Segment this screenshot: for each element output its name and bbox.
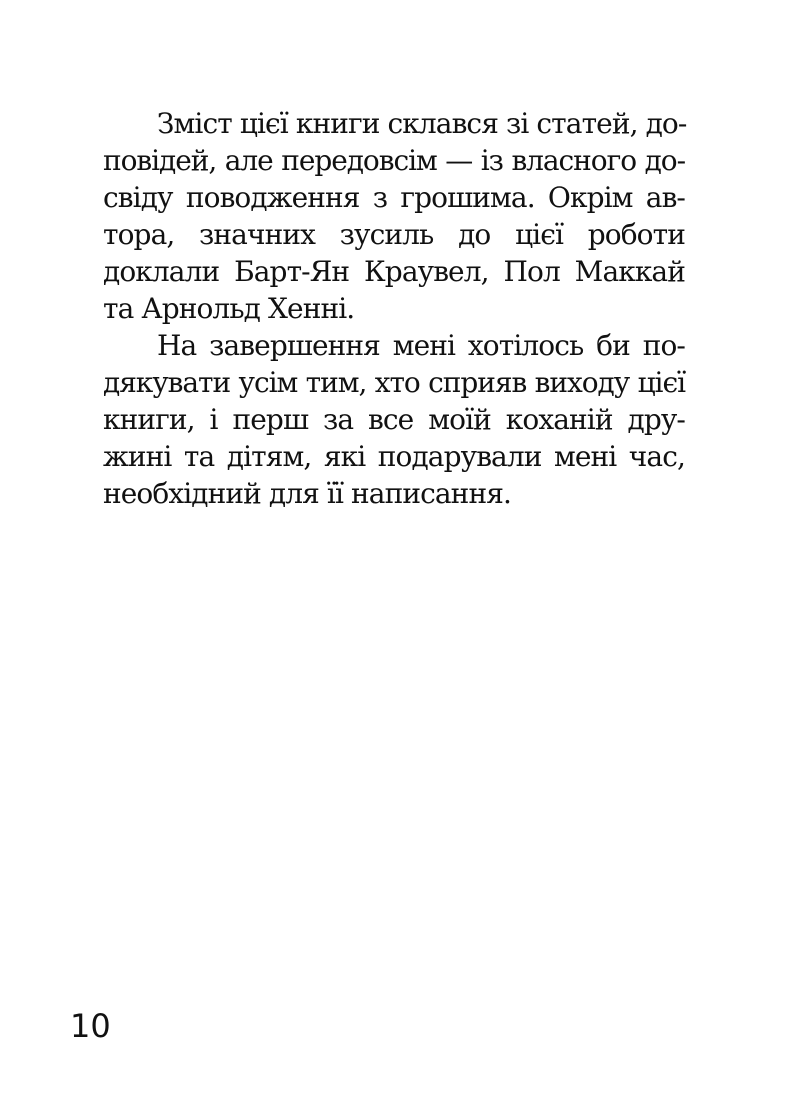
text-line: книги, і перш за все моїй коханій дру- [103,403,685,436]
page-number: 10 [70,1007,111,1045]
text-line: жині та дітям, які подарували мені час, [103,440,685,473]
text-line: та Арнольд Хенні. [103,292,355,325]
text-line: свіду поводження з грошима. Окрім ав- [103,181,685,214]
text-line: дякувати усім тим, хто сприяв виходу цієї [103,366,685,399]
text-line: На завершення мені хотілось би по- [157,329,685,362]
paragraph-acknowledgement-family [103,327,685,512]
text-line: тора, значних зусиль до цієї роботи [103,218,685,251]
text-line: доклали Барт-Ян Краувел, Пол Маккай [103,255,685,288]
paragraph-acknowledgement-sources [103,105,685,327]
text-line: необхідний для її написання. [103,477,511,510]
text-line: повідей, але передовсім — із власного до- [103,144,685,177]
text-line: Зміст цієї книги склався зі статей, до- [157,107,687,140]
body-text [103,105,685,512]
